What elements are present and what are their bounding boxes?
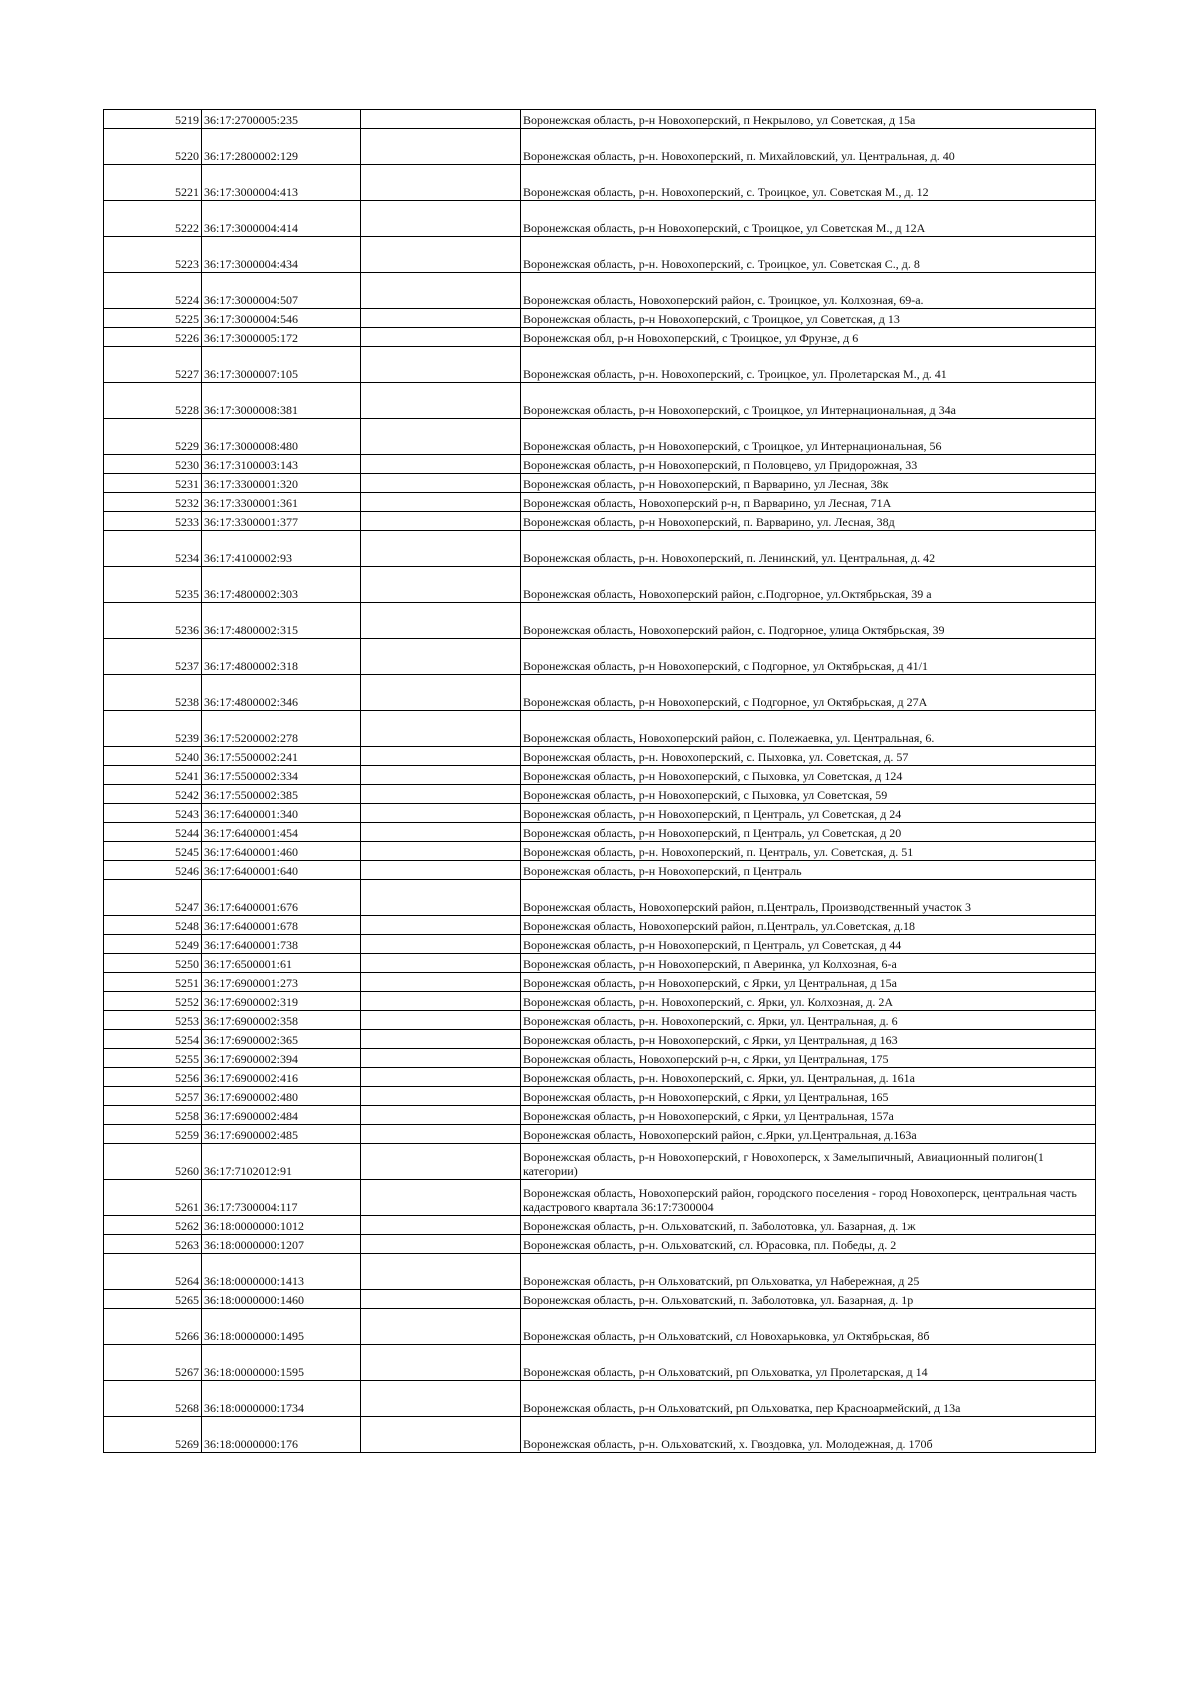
address-cell: Воронежская область, р-н. Новохоперский, п. Централь, ул. Советская, д. 51 — [521, 842, 1096, 861]
table-row — [104, 237, 1096, 273]
address-cell: Воронежская область, р-н Новохоперский, с Ярки, ул Центральная, 157а — [521, 1106, 1096, 1125]
table-row — [104, 804, 1096, 823]
table-row — [104, 1087, 1096, 1106]
row-number-cell: 5247 — [104, 880, 202, 916]
cadastral-number-cell: 36:17:2700005:235 — [202, 110, 361, 129]
table-row — [104, 1180, 1096, 1216]
row-number-cell: 5220 — [104, 129, 202, 165]
table-row — [104, 1144, 1096, 1180]
cadastral-number-cell: 36:17:3000005:172 — [202, 328, 361, 347]
table-row — [104, 347, 1096, 383]
empty-cell — [361, 1309, 521, 1345]
row-number-cell: 5224 — [104, 273, 202, 309]
empty-cell — [361, 1011, 521, 1030]
cadastral-number-cell: 36:17:6500001:61 — [202, 954, 361, 973]
address-cell: Воронежская область, р-н Новохоперский, с Троицкое, ул Советская М., д 12А — [521, 201, 1096, 237]
cadastral-number-cell: 36:18:0000000:1012 — [202, 1216, 361, 1235]
table-row — [104, 935, 1096, 954]
empty-cell — [361, 165, 521, 201]
row-number-cell: 5226 — [104, 328, 202, 347]
row-number-cell: 5267 — [104, 1345, 202, 1381]
address-cell: Воронежская область, р-н. Новохоперский, п. Ленинский, ул. Центральная, д. 42 — [521, 531, 1096, 567]
empty-cell — [361, 1216, 521, 1235]
row-number-cell: 5234 — [104, 531, 202, 567]
empty-cell — [361, 237, 521, 273]
address-cell: Воронежская область, р-н Новохоперский, с Троицкое, ул Советская, д 13 — [521, 309, 1096, 328]
empty-cell — [361, 785, 521, 804]
table-row — [104, 1254, 1096, 1290]
cadastral-number-cell: 36:17:6400001:640 — [202, 861, 361, 880]
cadastral-number-cell: 36:17:7102012:91 — [202, 1144, 361, 1180]
row-number-cell: 5230 — [104, 455, 202, 474]
table-row — [104, 842, 1096, 861]
address-cell: Воронежская область, р-н Новохоперский, г Новохоперск, х Замелыпичный, Авиационный полигон(1 категории) — [521, 1144, 1096, 1180]
row-number-cell: 5262 — [104, 1216, 202, 1235]
cadastral-number-cell: 36:17:6900002:480 — [202, 1087, 361, 1106]
row-number-cell: 5269 — [104, 1417, 202, 1453]
empty-cell — [361, 1087, 521, 1106]
table-row — [104, 1068, 1096, 1087]
empty-cell — [361, 1180, 521, 1216]
cadastral-number-cell: 36:18:0000000:1495 — [202, 1309, 361, 1345]
address-cell: Воронежская область, р-н Новохоперский, п Половцево, ул Придорожная, 33 — [521, 455, 1096, 474]
row-number-cell: 5232 — [104, 493, 202, 512]
table-row — [104, 455, 1096, 474]
table-row — [104, 992, 1096, 1011]
empty-cell — [361, 1417, 521, 1453]
empty-cell — [361, 567, 521, 603]
empty-cell — [361, 1049, 521, 1068]
empty-cell — [361, 639, 521, 675]
row-number-cell: 5254 — [104, 1030, 202, 1049]
row-number-cell: 5242 — [104, 785, 202, 804]
cadastral-number-cell: 36:17:6400001:738 — [202, 935, 361, 954]
address-cell: Воронежская область, р-н Новохоперский, с Троицкое, ул Интернациональная, д 34а — [521, 383, 1096, 419]
table-row — [104, 861, 1096, 880]
empty-cell — [361, 110, 521, 129]
row-number-cell: 5265 — [104, 1290, 202, 1309]
address-cell: Воронежская область, р-н. Новохоперский, с. Ярки, ул. Центральная, д. 6 — [521, 1011, 1096, 1030]
row-number-cell: 5264 — [104, 1254, 202, 1290]
row-number-cell: 5237 — [104, 639, 202, 675]
empty-cell — [361, 766, 521, 785]
row-number-cell: 5239 — [104, 711, 202, 747]
table-row — [104, 567, 1096, 603]
table-row — [104, 1309, 1096, 1345]
table-row — [104, 1381, 1096, 1417]
address-cell: Воронежская область, р-н Новохоперский, п Некрылово, ул Советская, д 15а — [521, 110, 1096, 129]
empty-cell — [361, 1106, 521, 1125]
empty-cell — [361, 935, 521, 954]
table-row — [104, 916, 1096, 935]
empty-cell — [361, 273, 521, 309]
table-row — [104, 711, 1096, 747]
empty-cell — [361, 201, 521, 237]
cadastral-number-cell: 36:17:6900002:485 — [202, 1125, 361, 1144]
empty-cell — [361, 1030, 521, 1049]
table-row — [104, 1290, 1096, 1309]
address-cell: Воронежская область, р-н Новохоперский, п Централь, ул Советская, д 24 — [521, 804, 1096, 823]
cadastral-number-cell: 36:17:3000004:546 — [202, 309, 361, 328]
address-cell: Воронежская область, Новохоперский район, с.Подгорное, ул.Октябрьская, 39 а — [521, 567, 1096, 603]
row-number-cell: 5261 — [104, 1180, 202, 1216]
address-cell: Воронежская область, р-н. Новохоперский, с. Троицкое, ул. Советская С., д. 8 — [521, 237, 1096, 273]
table-row — [104, 973, 1096, 992]
empty-cell — [361, 1125, 521, 1144]
table-row — [104, 1030, 1096, 1049]
cadastral-number-cell: 36:17:3000008:480 — [202, 419, 361, 455]
address-cell: Воронежская область, р-н Новохоперский, с Пыховка, ул Советская, д 124 — [521, 766, 1096, 785]
table-row — [104, 1235, 1096, 1254]
table-row — [104, 512, 1096, 531]
empty-cell — [361, 823, 521, 842]
table-row — [104, 1049, 1096, 1068]
cadastral-number-cell: 36:17:4800002:346 — [202, 675, 361, 711]
empty-cell — [361, 129, 521, 165]
address-cell: Воронежская область, р-н Новохоперский, с Ярки, ул Центральная, д 15а — [521, 973, 1096, 992]
table-row — [104, 1417, 1096, 1453]
cadastral-number-cell: 36:18:0000000:1595 — [202, 1345, 361, 1381]
cadastral-number-cell: 36:17:6400001:340 — [202, 804, 361, 823]
empty-cell — [361, 1345, 521, 1381]
row-number-cell: 5236 — [104, 603, 202, 639]
table-row — [104, 273, 1096, 309]
empty-cell — [361, 916, 521, 935]
address-cell: Воронежская область, р-н Новохоперский, п Централь — [521, 861, 1096, 880]
table-row — [104, 954, 1096, 973]
address-cell: Воронежская область, р-н. Ольховатский, х. Гвоздовка, ул. Молодежная, д. 170б — [521, 1417, 1096, 1453]
empty-cell — [361, 1235, 521, 1254]
empty-cell — [361, 973, 521, 992]
row-number-cell: 5223 — [104, 237, 202, 273]
table-row — [104, 823, 1096, 842]
address-cell: Воронежская область, р-н Новохоперский, с Пыховка, ул Советская, 59 — [521, 785, 1096, 804]
address-cell: Воронежская область, р-н Новохоперский, с Троицкое, ул Интернациональная, 56 — [521, 419, 1096, 455]
cadastral-number-cell: 36:17:6900002:358 — [202, 1011, 361, 1030]
address-cell: Воронежская область, Новохоперский р-н, с Ярки, ул Центральная, 175 — [521, 1049, 1096, 1068]
cadastral-number-cell: 36:17:5500002:241 — [202, 747, 361, 766]
table-row — [104, 747, 1096, 766]
empty-cell — [361, 992, 521, 1011]
row-number-cell: 5233 — [104, 512, 202, 531]
row-number-cell: 5255 — [104, 1049, 202, 1068]
table-row — [104, 785, 1096, 804]
cadastral-number-cell: 36:17:6400001:678 — [202, 916, 361, 935]
row-number-cell: 5225 — [104, 309, 202, 328]
empty-cell — [361, 419, 521, 455]
empty-cell — [361, 347, 521, 383]
row-number-cell: 5250 — [104, 954, 202, 973]
table-row — [104, 110, 1096, 129]
row-number-cell: 5229 — [104, 419, 202, 455]
table-row — [104, 129, 1096, 165]
empty-cell — [361, 842, 521, 861]
empty-cell — [361, 1381, 521, 1417]
table-row — [104, 165, 1096, 201]
row-number-cell: 5243 — [104, 804, 202, 823]
row-number-cell: 5266 — [104, 1309, 202, 1345]
table-row — [104, 1125, 1096, 1144]
table-row — [104, 766, 1096, 785]
cadastral-number-cell: 36:17:7300004:117 — [202, 1180, 361, 1216]
row-number-cell: 5252 — [104, 992, 202, 1011]
empty-cell — [361, 1254, 521, 1290]
empty-cell — [361, 1290, 521, 1309]
empty-cell — [361, 455, 521, 474]
row-number-cell: 5240 — [104, 747, 202, 766]
row-number-cell: 5228 — [104, 383, 202, 419]
cadastral-number-cell: 36:17:6400001:460 — [202, 842, 361, 861]
cadastral-number-cell: 36:17:3300001:361 — [202, 493, 361, 512]
row-number-cell: 5222 — [104, 201, 202, 237]
cadastral-number-cell: 36:17:4800002:303 — [202, 567, 361, 603]
address-cell: Воронежская область, р-н. Ольховатский, п. Заболотовка, ул. Базарная, д. 1р — [521, 1290, 1096, 1309]
address-cell: Воронежская область, р-н Ольховатский, сл Новохарьковка, ул Октябрьская, 8б — [521, 1309, 1096, 1345]
cadastral-number-cell: 36:18:0000000:1413 — [202, 1254, 361, 1290]
empty-cell — [361, 531, 521, 567]
address-cell: Воронежская область, р-н Ольховатский, рп Ольховатка, пер Красноармейский, д 13а — [521, 1381, 1096, 1417]
address-cell: Воронежская область, Новохоперский район, с. Троицкое, ул. Колхозная, 69-а. — [521, 273, 1096, 309]
row-number-cell: 5256 — [104, 1068, 202, 1087]
cadastral-number-cell: 36:17:6900002:484 — [202, 1106, 361, 1125]
cadastral-number-cell: 36:17:6900001:273 — [202, 973, 361, 992]
row-number-cell: 5221 — [104, 165, 202, 201]
empty-cell — [361, 383, 521, 419]
cadastral-number-cell: 36:17:3000004:434 — [202, 237, 361, 273]
empty-cell — [361, 711, 521, 747]
cadastral-number-cell: 36:17:3300001:320 — [202, 474, 361, 493]
address-cell: Воронежская область, р-н Новохоперский, п Аверинка, ул Колхозная, 6-а — [521, 954, 1096, 973]
cadastral-number-cell: 36:17:5500002:334 — [202, 766, 361, 785]
cadastral-number-cell: 36:17:5200002:278 — [202, 711, 361, 747]
address-cell: Воронежская область, р-н Новохоперский, п. Варварино, ул. Лесная, 38д — [521, 512, 1096, 531]
row-number-cell: 5227 — [104, 347, 202, 383]
address-cell: Воронежская область, р-н Новохоперский, с Ярки, ул Центральная, д 163 — [521, 1030, 1096, 1049]
empty-cell — [361, 309, 521, 328]
address-cell: Воронежская область, р-н. Новохоперский, с. Ярки, ул. Колхозная, д. 2А — [521, 992, 1096, 1011]
cadastral-number-cell: 36:18:0000000:1207 — [202, 1235, 361, 1254]
row-number-cell: 5251 — [104, 973, 202, 992]
address-cell: Воронежская область, р-н Ольховатский, рп Ольховатка, ул Набережная, д 25 — [521, 1254, 1096, 1290]
table-row — [104, 493, 1096, 512]
cadastral-number-cell: 36:17:3000004:507 — [202, 273, 361, 309]
cadastral-number-cell: 36:18:0000000:176 — [202, 1417, 361, 1453]
table-row — [104, 474, 1096, 493]
table-row — [104, 309, 1096, 328]
address-cell: Воронежская область, Новохоперский район, п.Централь, Производственный участок 3 — [521, 880, 1096, 916]
empty-cell — [361, 493, 521, 512]
cadastral-number-cell: 36:17:6400001:676 — [202, 880, 361, 916]
empty-cell — [361, 603, 521, 639]
row-number-cell: 5235 — [104, 567, 202, 603]
empty-cell — [361, 474, 521, 493]
cadastral-number-cell: 36:17:5500002:385 — [202, 785, 361, 804]
table-row — [104, 201, 1096, 237]
address-cell: Воронежская область, р-н Ольховатский, рп Ольховатка, ул Пролетарская, д 14 — [521, 1345, 1096, 1381]
row-number-cell: 5241 — [104, 766, 202, 785]
address-cell: Воронежская область, р-н Новохоперский, с Подгорное, ул Октябрьская, д 41/1 — [521, 639, 1096, 675]
row-number-cell: 5260 — [104, 1144, 202, 1180]
row-number-cell: 5219 — [104, 110, 202, 129]
row-number-cell: 5248 — [104, 916, 202, 935]
empty-cell — [361, 880, 521, 916]
row-number-cell: 5253 — [104, 1011, 202, 1030]
cadastral-number-cell: 36:17:4800002:315 — [202, 603, 361, 639]
table-row — [104, 675, 1096, 711]
empty-cell — [361, 675, 521, 711]
empty-cell — [361, 804, 521, 823]
address-cell: Воронежская область, Новохоперский район, с. Полежаевка, ул. Центральная, 6. — [521, 711, 1096, 747]
address-cell: Воронежская обл, р-н Новохоперский, с Троицкое, ул Фрунзе, д 6 — [521, 328, 1096, 347]
address-cell: Воронежская область, р-н Новохоперский, с Подгорное, ул Октябрьская, д 27А — [521, 675, 1096, 711]
table-row — [104, 419, 1096, 455]
empty-cell — [361, 1068, 521, 1087]
cadastral-number-cell: 36:17:6400001:454 — [202, 823, 361, 842]
cadastral-number-cell: 36:17:6900002:319 — [202, 992, 361, 1011]
address-cell: Воронежская область, Новохоперский район, п.Централь, ул.Советская, д.18 — [521, 916, 1096, 935]
cadastral-number-cell: 36:17:3000007:105 — [202, 347, 361, 383]
table-row — [104, 383, 1096, 419]
address-cell: Воронежская область, р-н Новохоперский, п Варварино, ул Лесная, 38к — [521, 474, 1096, 493]
table-row — [104, 1106, 1096, 1125]
address-cell: Воронежская область, р-н. Новохоперский, с. Троицкое, ул. Советская М., д. 12 — [521, 165, 1096, 201]
row-number-cell: 5268 — [104, 1381, 202, 1417]
address-cell: Воронежская область, р-н. Новохоперский, п. Михайловский, ул. Центральная, д. 40 — [521, 129, 1096, 165]
cadastral-number-cell: 36:17:3300001:377 — [202, 512, 361, 531]
table-row — [104, 328, 1096, 347]
table-row — [104, 639, 1096, 675]
table-row — [104, 1345, 1096, 1381]
register-table-body — [104, 110, 1096, 1453]
empty-cell — [361, 954, 521, 973]
address-cell: Воронежская область, р-н Новохоперский, с Ярки, ул Центральная, 165 — [521, 1087, 1096, 1106]
address-cell: Воронежская область, р-н Новохоперский, п Централь, ул Советская, д 20 — [521, 823, 1096, 842]
row-number-cell: 5238 — [104, 675, 202, 711]
cadastral-number-cell: 36:18:0000000:1460 — [202, 1290, 361, 1309]
address-cell: Воронежская область, р-н. Новохоперский, с. Пыховка, ул. Советская, д. 57 — [521, 747, 1096, 766]
cadastral-number-cell: 36:18:0000000:1734 — [202, 1381, 361, 1417]
cadastral-number-cell: 36:17:4800002:318 — [202, 639, 361, 675]
address-cell: Воронежская область, р-н Новохоперский, п Централь, ул Советская, д 44 — [521, 935, 1096, 954]
address-cell: Воронежская область, р-н. Новохоперский, с. Ярки, ул. Центральная, д. 161а — [521, 1068, 1096, 1087]
empty-cell — [361, 328, 521, 347]
row-number-cell: 5246 — [104, 861, 202, 880]
cadastral-number-cell: 36:17:6900002:394 — [202, 1049, 361, 1068]
cadastral-number-cell: 36:17:2800002:129 — [202, 129, 361, 165]
cadastral-number-cell: 36:17:3000008:381 — [202, 383, 361, 419]
cadastral-number-cell: 36:17:4100002:93 — [202, 531, 361, 567]
row-number-cell: 5258 — [104, 1106, 202, 1125]
cadastral-number-cell: 36:17:3000004:413 — [202, 165, 361, 201]
cadastral-number-cell: 36:17:6900002:416 — [202, 1068, 361, 1087]
register-table — [103, 109, 1096, 1453]
address-cell: Воронежская область, Новохоперский р-н, п Варварино, ул Лесная, 71А — [521, 493, 1096, 512]
address-cell: Воронежская область, Новохоперский район, с.Ярки, ул.Центральная, д.163а — [521, 1125, 1096, 1144]
row-number-cell: 5249 — [104, 935, 202, 954]
row-number-cell: 5245 — [104, 842, 202, 861]
table-row — [104, 880, 1096, 916]
table-row — [104, 603, 1096, 639]
address-cell: Воронежская область, Новохоперский район, городского поселения - город Новохоперск, центральная часть кадастрового квартала 36:17:7300004 — [521, 1180, 1096, 1216]
row-number-cell: 5231 — [104, 474, 202, 493]
address-cell: Воронежская область, р-н. Новохоперский, с. Троицкое, ул. Пролетарская М., д. 41 — [521, 347, 1096, 383]
row-number-cell: 5244 — [104, 823, 202, 842]
address-cell: Воронежская область, р-н. Ольховатский, сл. Юрасовка, пл. Победы, д. 2 — [521, 1235, 1096, 1254]
empty-cell — [361, 861, 521, 880]
table-row — [104, 531, 1096, 567]
address-cell: Воронежская область, р-н. Ольховатский, п. Заболотовка, ул. Базарная, д. 1ж — [521, 1216, 1096, 1235]
empty-cell — [361, 747, 521, 766]
empty-cell — [361, 512, 521, 531]
row-number-cell: 5263 — [104, 1235, 202, 1254]
row-number-cell: 5259 — [104, 1125, 202, 1144]
table-row — [104, 1011, 1096, 1030]
cadastral-number-cell: 36:17:3000004:414 — [202, 201, 361, 237]
address-cell: Воронежская область, Новохоперский район, с. Подгорное, улица Октябрьская, 39 — [521, 603, 1096, 639]
row-number-cell: 5257 — [104, 1087, 202, 1106]
empty-cell — [361, 1144, 521, 1180]
cadastral-number-cell: 36:17:6900002:365 — [202, 1030, 361, 1049]
cadastral-number-cell: 36:17:3100003:143 — [202, 455, 361, 474]
table-row — [104, 1216, 1096, 1235]
